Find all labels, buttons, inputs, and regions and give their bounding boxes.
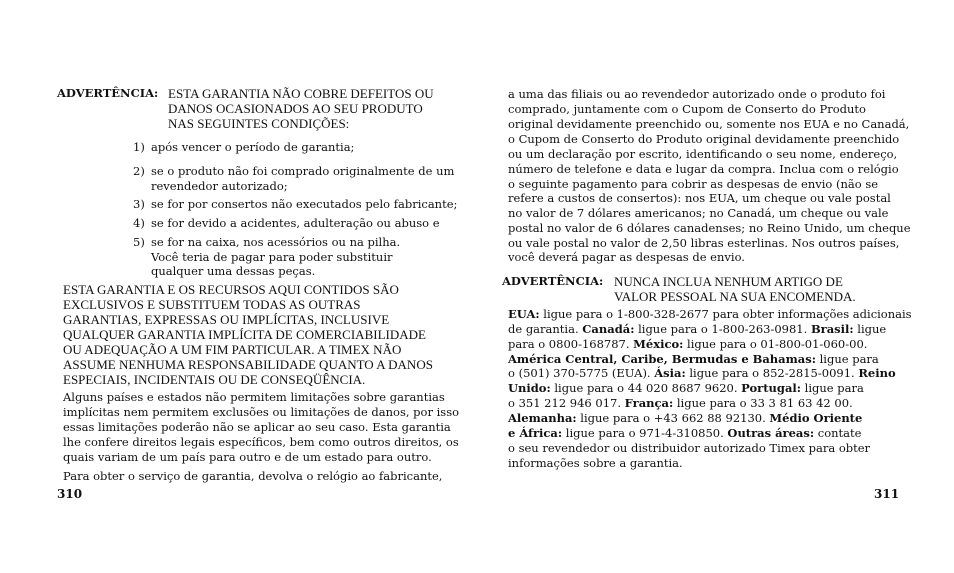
contact-line bbox=[508, 441, 870, 456]
contact-text: ligue bbox=[853, 322, 887, 336]
paragraph-line: refere a custos de consertos): nos EUA, um cheque ou vale postal bbox=[508, 191, 891, 205]
paragraph-line: ESPECIAIS, INCIDENTAIS OU DE CONSEQÜÊNCIA. bbox=[63, 372, 366, 387]
condition-number: 5) bbox=[133, 235, 145, 249]
warning-label: ADVERTÊNCIA: bbox=[57, 86, 159, 100]
page-number: 311 bbox=[874, 487, 900, 501]
contact-region-label: México: bbox=[633, 337, 684, 351]
contact-region-label: Unido: bbox=[508, 381, 551, 395]
paragraph-line: implícitas nem permitem exclusões ou limitações de danos, por isso bbox=[63, 405, 460, 419]
paragraph-line: QUALQUER GARANTIA IMPLÍCITA DE COMERCIABILIDADE bbox=[63, 327, 426, 342]
paragraph-line: OU ADEQUAÇÃO A UM FIM PARTICULAR. A TIMEX NÃO bbox=[63, 342, 402, 357]
warning-line: VALOR PESSOAL NA SUA ENCOMENDA. bbox=[614, 289, 856, 304]
contact-line bbox=[508, 307, 912, 322]
warning-label: ADVERTÊNCIA: bbox=[502, 274, 604, 288]
contact-line bbox=[508, 322, 886, 337]
condition-text: se o produto não foi comprado originalmente de um bbox=[151, 164, 455, 178]
paragraph-line: o seguinte pagamento para cobrir as despesas de envio (não se bbox=[508, 177, 879, 191]
contact-line bbox=[508, 366, 896, 381]
condition-number: 4) bbox=[133, 216, 145, 230]
contact-text: ligue para o 1-800-263-0981. bbox=[634, 322, 811, 336]
paragraph-line: GARANTIAS, EXPRESSAS OU IMPLÍCITAS, INCLUSIVE bbox=[63, 312, 390, 327]
paragraph-line: você deverá pagar as despesas de envio. bbox=[508, 250, 745, 264]
contact-text: ligue para bbox=[815, 352, 879, 366]
contact-text: ligue para o 852-2815-0091. bbox=[685, 366, 859, 380]
condition-text: revendedor autorizado; bbox=[151, 179, 288, 193]
warning-line: NUNCA INCLUA NENHUM ARTIGO DE bbox=[614, 274, 843, 289]
contact-region-label: América Central, Caribe, Bermudas e Bahamas: bbox=[508, 352, 816, 366]
contact-region-label: Reino bbox=[858, 366, 896, 380]
contact-region-label: Portugal: bbox=[741, 381, 802, 395]
contact-region-label: e África: bbox=[508, 426, 563, 440]
service-paragraph: Para obter o serviço de garantia, devolva o relógio ao fabricante, bbox=[63, 469, 443, 483]
paragraph-line: comprado, juntamente com o Cupom de Conserto do Produto bbox=[508, 102, 866, 116]
contact-text: ligue para o 1-800-328-2677 para obter informações adicionais bbox=[539, 307, 912, 321]
paragraph-line: Alguns países e estados não permitem limitações sobre garantias bbox=[63, 390, 445, 404]
contact-line bbox=[508, 381, 864, 396]
contact-text: contate bbox=[814, 426, 862, 440]
contact-region-label: Ásia: bbox=[654, 366, 686, 380]
paragraph-line: original devidamente preenchido ou, somente nos EUA e no Canadá, bbox=[508, 117, 910, 131]
contact-region-label: Médio Oriente bbox=[769, 411, 863, 425]
contact-line bbox=[508, 337, 867, 352]
contact-text: ligue para o 971-4-310850. bbox=[562, 426, 728, 440]
paragraph-line: ASSUME NENHUMA RESPONSABILIDADE QUANTO A DANOS bbox=[63, 357, 433, 372]
condition-text: após vencer o período de garantia; bbox=[151, 140, 355, 154]
warning-line: ESTA GARANTIA NÃO COBRE DEFEITOS OU bbox=[168, 86, 434, 101]
contact-text: ligue para o 33 3 81 63 42 00. bbox=[673, 396, 853, 410]
contact-region-label: Brasil: bbox=[810, 322, 854, 336]
contact-text: para o 0800-168787. bbox=[508, 337, 634, 351]
contact-text: ligue para o 44 020 8687 9620. bbox=[550, 381, 742, 395]
right-page bbox=[477, 0, 954, 573]
paragraph-line: essas limitações poderão não se aplicar ao seu caso. Esta garantia bbox=[63, 420, 451, 434]
paragraph-line: lhe confere direitos legais específicos, bem como outros direitos, os bbox=[63, 435, 459, 449]
paragraph-line: ou um declaração por escrito, identificando o seu nome, endereço, bbox=[508, 147, 898, 161]
contact-line bbox=[508, 456, 683, 471]
contact-text: ligue para bbox=[801, 381, 864, 395]
contact-region-label: Alemanha: bbox=[508, 411, 577, 425]
warning-line: NAS SEGUINTES CONDIÇÕES: bbox=[168, 116, 350, 131]
contact-text: ligue para o 01-800-01-060-00. bbox=[683, 337, 868, 351]
condition-text: se for devido a acidentes, adulteração ou abuso e bbox=[151, 216, 440, 230]
page-number: 310 bbox=[57, 487, 83, 501]
condition-number: 2) bbox=[133, 164, 145, 178]
contact-text: informações sobre a garantia. bbox=[508, 456, 683, 470]
paragraph-line: EXCLUSIVOS E SUBSTITUEM TODAS AS OUTRAS bbox=[63, 297, 361, 312]
paragraph-line: número de telefone e data e lugar da compra. Inclua com o relógio bbox=[508, 162, 899, 176]
contact-text: de garantia. bbox=[508, 322, 583, 336]
condition-text: se for por consertos não executados pelo fabricante; bbox=[151, 197, 458, 211]
contact-region-label: Canadá: bbox=[582, 322, 635, 336]
contact-line bbox=[508, 426, 861, 441]
condition-text: Você teria de pagar para poder substituir bbox=[151, 250, 393, 264]
paragraph-line: quais variam de um país para outro e de um estado para outro. bbox=[63, 450, 432, 464]
contact-region-label: França: bbox=[624, 396, 674, 410]
paragraph-line: postal no valor de 6 dólares canadenses; no Reino Unido, um cheque bbox=[508, 221, 911, 235]
contact-region-label: Outras áreas: bbox=[727, 426, 815, 440]
contact-text: o (501) 370-5775 (EUA). bbox=[508, 366, 655, 380]
contact-text: ligue para o +43 662 88 92130. bbox=[576, 411, 770, 425]
condition-number: 1) bbox=[133, 140, 145, 154]
contact-region-label: EUA: bbox=[508, 307, 540, 321]
warning-line: DANOS OCASIONADOS AO SEU PRODUTO bbox=[168, 101, 423, 116]
condition-number: 3) bbox=[133, 197, 145, 211]
paragraph-line: o Cupom de Conserto do Produto original devidamente preenchido bbox=[508, 132, 900, 146]
paragraph-line: ESTA GARANTIA E OS RECURSOS AQUI CONTIDOS SÃO bbox=[63, 282, 399, 297]
contact-line bbox=[508, 411, 862, 426]
contact-line bbox=[508, 352, 879, 367]
contact-text: o seu revendedor ou distribuidor autorizado Timex para obter bbox=[508, 441, 871, 455]
contact-line bbox=[508, 396, 853, 411]
paragraph-line: a uma das filiais ou ao revendedor autorizado onde o produto foi bbox=[508, 87, 886, 101]
contact-text: o 351 212 946 017. bbox=[508, 396, 625, 410]
paragraph-line: ou vale postal no valor de 2,50 libras esterlinas. Nos outros países, bbox=[508, 236, 900, 250]
condition-text: qualquer uma dessas peças. bbox=[151, 264, 316, 278]
paragraph-line: no valor de 7 dólares americanos; no Canadá, um cheque ou vale bbox=[508, 206, 889, 220]
condition-text: se for na caixa, nos acessórios ou na pilha. bbox=[151, 235, 401, 249]
